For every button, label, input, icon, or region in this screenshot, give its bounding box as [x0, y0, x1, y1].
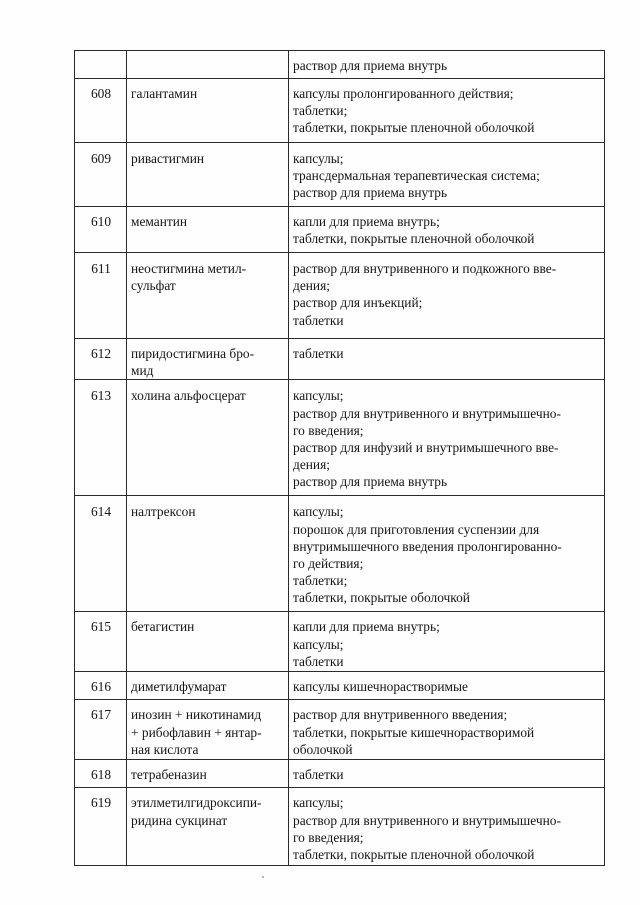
drug-name-cell — [127, 79, 289, 143]
row-number-cell — [75, 496, 127, 612]
dosage-form-line: капсулы кишечнорастворимые — [293, 679, 468, 695]
drug-name-cell — [127, 760, 289, 788]
dosage-form-cell — [289, 253, 605, 339]
table-row — [75, 760, 605, 788]
drug-name-line: пиридостигмина бро- — [131, 346, 255, 361]
dosage-form-cell — [289, 339, 605, 380]
dosage-form-line: таблетки — [293, 312, 344, 328]
drug-table-body — [75, 51, 605, 866]
drug-name-cell — [127, 496, 289, 612]
dosage-form-line: таблетки, покрытые оболочкой — [293, 590, 470, 606]
drug-name-cell — [127, 788, 289, 866]
dosage-form-line: таблетки, покрытые пленочной оболочкой — [293, 847, 535, 863]
dosage-form-line: капсулы; — [293, 151, 344, 166]
row-number-cell — [75, 143, 127, 207]
drug-name-line: налтрексон — [131, 504, 196, 520]
dosage-form-line: таблетки, покрытые пленочной оболочкой — [293, 120, 535, 136]
table-row — [75, 788, 605, 866]
dosage-form-line: раствор для приема внутрь — [293, 58, 448, 73]
row-number: 616 — [90, 679, 112, 695]
drug-name-cell — [127, 380, 289, 496]
dosage-form-line: раствор для внутривенного и внутримышечно- — [293, 812, 561, 828]
dosage-form-line: капсулы; — [293, 504, 344, 520]
table-row — [75, 380, 605, 496]
dosage-form-line: оболочкой — [293, 741, 353, 757]
row-number-cell — [75, 380, 127, 496]
drug-name-line: галантамин — [131, 86, 198, 101]
row-number-cell — [75, 51, 127, 79]
drug-name-line: холина альфосцерат — [131, 388, 246, 404]
table-row — [75, 612, 605, 672]
drug-name-line: этилметилгидроксипи- — [131, 795, 262, 811]
row-number: 615 — [90, 619, 112, 635]
drug-name-cell — [127, 253, 289, 339]
dosage-form-line: внутримышечного введения пролонгированно- — [293, 538, 562, 554]
row-number-cell — [75, 339, 127, 380]
row-number: 613 — [90, 388, 112, 404]
row-number-cell — [75, 672, 127, 700]
table-row — [75, 143, 605, 207]
dosage-form-line: таблетки, покрытые кишечнорастворимой — [293, 724, 535, 740]
row-number-cell — [75, 788, 127, 866]
drug-name-line: сульфат — [131, 278, 176, 294]
drug-name-cell — [127, 612, 289, 672]
dosage-form-line: капсулы; — [293, 636, 344, 652]
drug-name-line: мемантин — [131, 214, 188, 229]
row-number-cell — [75, 79, 127, 143]
drug-name-cell — [127, 143, 289, 207]
drug-name-line: мид — [131, 363, 154, 379]
dosage-form-line: таблетки; — [293, 573, 348, 589]
row-number: 611 — [91, 261, 111, 276]
dosage-form-cell — [289, 788, 605, 866]
dosage-form-line: дения; — [293, 278, 330, 294]
dosage-form-line: раствор для внутривенного и внутримышечно- — [293, 405, 561, 421]
drug-name-line: неостигмина метил- — [131, 261, 247, 276]
dosage-form-line: капсулы; — [293, 795, 344, 811]
dosage-form-cell — [289, 207, 605, 253]
dosage-form-line: раствор для приема внутрь — [293, 185, 448, 201]
row-number-cell — [75, 700, 127, 760]
dosage-form-cell — [289, 380, 605, 496]
row-number: 610 — [90, 214, 112, 229]
drug-name-line: ридина сукцинат — [131, 812, 228, 828]
drug-name-cell — [127, 339, 289, 380]
dosage-form-line: таблетки — [293, 346, 344, 361]
row-number: 618 — [90, 767, 112, 783]
drug-table — [74, 50, 605, 866]
row-number-cell — [75, 207, 127, 253]
dosage-form-cell — [289, 760, 605, 788]
table-row — [75, 51, 605, 79]
dosage-form-line: капли для приема внутрь; — [293, 619, 440, 635]
table-row — [75, 207, 605, 253]
dosage-form-line: дения; — [293, 457, 330, 473]
dosage-form-line: го введения; — [293, 829, 364, 845]
scan-dot — [262, 876, 264, 878]
dosage-form-cell — [289, 51, 605, 79]
dosage-form-cell — [289, 672, 605, 700]
drug-name-cell — [127, 700, 289, 760]
row-number-cell — [75, 612, 127, 672]
drug-name-line: ная кислота — [131, 741, 199, 757]
drug-name-cell — [127, 207, 289, 253]
drug-name-line: бетагистин — [131, 619, 195, 635]
drug-name-line: ривастигмин — [131, 151, 205, 166]
dosage-form-line: раствор для внутривенного и подкожного вве- — [293, 261, 557, 276]
dosage-form-line: капсулы пролонгированного действия; — [293, 86, 514, 101]
dosage-form-line: раствор для внутривенного введения; — [293, 707, 508, 723]
row-number: 612 — [90, 346, 112, 361]
dosage-form-line: капсулы; — [293, 388, 344, 404]
row-number: 609 — [90, 151, 112, 166]
dosage-form-line: капли для приема внутрь; — [293, 214, 440, 229]
row-number: 617 — [90, 707, 112, 723]
row-number: 619 — [90, 795, 112, 811]
table-row — [75, 253, 605, 339]
drug-name-cell — [127, 672, 289, 700]
drug-name-line: + рибофлавин + янтар- — [131, 724, 262, 740]
dosage-form-line: раствор для приема внутрь — [293, 474, 448, 490]
dosage-form-cell — [289, 143, 605, 207]
table-row — [75, 79, 605, 143]
row-number: 614 — [90, 504, 112, 520]
drug-name-line: инозин + никотинамид — [131, 707, 262, 723]
dosage-form-line: таблетки — [293, 653, 344, 669]
dosage-form-line: таблетки; — [293, 103, 348, 119]
dosage-form-cell — [289, 612, 605, 672]
row-number: 608 — [90, 86, 112, 101]
table-row — [75, 496, 605, 612]
dosage-form-cell — [289, 700, 605, 760]
dosage-form-line: порошок для приготовления суспензии для — [293, 521, 540, 537]
table-row — [75, 339, 605, 380]
table-row — [75, 672, 605, 700]
dosage-form-line: раствор для инъекций; — [293, 295, 423, 311]
row-number-cell — [75, 253, 127, 339]
dosage-form-line: раствор для инфузий и внутримышечного вве- — [293, 440, 559, 456]
drug-name-line: тетрабеназин — [131, 767, 207, 783]
drug-name-cell — [127, 51, 289, 79]
dosage-form-cell — [289, 496, 605, 612]
drug-name-line: диметилфумарат — [131, 679, 227, 695]
dosage-form-line: го введения; — [293, 422, 364, 438]
dosage-form-line: го действия; — [293, 556, 364, 572]
row-number-cell — [75, 760, 127, 788]
dosage-form-line: таблетки — [293, 767, 344, 783]
dosage-form-line: таблетки, покрытые пленочной оболочкой — [293, 231, 535, 247]
dosage-form-cell — [289, 79, 605, 143]
dosage-form-line: трансдермальная терапевтическая система; — [293, 168, 540, 184]
table-row — [75, 700, 605, 760]
